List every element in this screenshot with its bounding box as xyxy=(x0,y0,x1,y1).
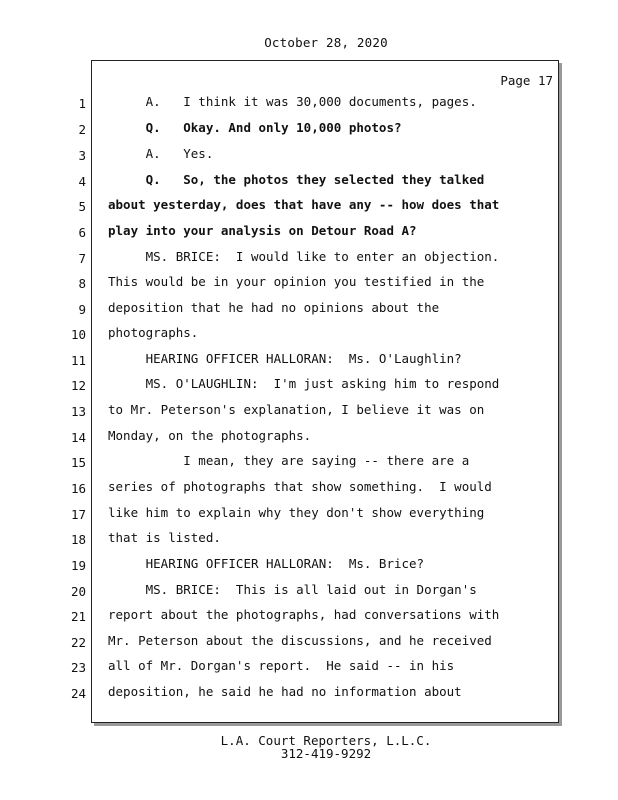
line-number: 24 xyxy=(70,686,86,701)
transcript-line: deposition that he had no opinions about the xyxy=(108,300,440,315)
transcript-line: I mean, they are saying -- there are a xyxy=(108,453,470,468)
line-number: 19 xyxy=(70,558,86,573)
line-number: 21 xyxy=(70,609,86,624)
line-number: 18 xyxy=(70,532,86,547)
line-number: 2 xyxy=(78,122,86,137)
transcript-line: Q. Okay. And only 10,000 photos? xyxy=(108,120,402,135)
line-number: 22 xyxy=(70,635,86,650)
line-number: 10 xyxy=(70,327,86,342)
transcript-line: series of photographs that show something. I would xyxy=(108,479,492,494)
transcript-line: HEARING OFFICER HALLORAN: Ms. Brice? xyxy=(108,556,425,571)
transcript-line: report about the photographs, had conversations with xyxy=(108,607,500,622)
transcript-line: that is listed. xyxy=(108,530,221,545)
transcript-line: to Mr. Peterson's explanation, I believe it was on xyxy=(108,402,485,417)
transcript-line: about yesterday, does that have any -- how does that xyxy=(108,197,500,212)
transcript-line: A. Yes. xyxy=(108,146,214,161)
transcript-line: MS. O'LAUGHLIN: I'm just asking him to respond xyxy=(108,376,500,391)
line-number: 15 xyxy=(70,455,86,470)
transcript-line: Q. So, the photos they selected they talked xyxy=(108,172,485,187)
line-number: 11 xyxy=(70,353,86,368)
line-number: 12 xyxy=(70,378,86,393)
transcript-line: Mr. Peterson about the discussions, and he received xyxy=(108,633,492,648)
header-date: October 28, 2020 xyxy=(264,35,388,50)
line-number: 8 xyxy=(78,276,86,291)
line-number: 20 xyxy=(70,584,86,599)
transcript-line: photographs. xyxy=(108,325,199,340)
line-number: 23 xyxy=(70,660,86,675)
transcript-line: all of Mr. Dorgan's report. He said -- in his xyxy=(108,658,455,673)
line-number: 16 xyxy=(70,481,86,496)
page-number: Page 17 xyxy=(500,73,553,88)
transcript-line: Monday, on the photographs. xyxy=(108,428,312,443)
transcript-line: MS. BRICE: I would like to enter an objection. xyxy=(108,249,500,264)
transcript-line: MS. BRICE: This is all laid out in Dorgan's xyxy=(108,582,477,597)
footer-company: L.A. Court Reporters, L.L.C. xyxy=(220,733,432,748)
line-number: 4 xyxy=(78,174,86,189)
line-number: 13 xyxy=(70,404,86,419)
footer-phone: 312-419-9292 xyxy=(280,746,372,761)
transcript-line: like him to explain why they don't show everything xyxy=(108,505,485,520)
line-number: 9 xyxy=(78,302,86,317)
transcript-line: deposition, he said he had no information about xyxy=(108,684,462,699)
transcript-line: This would be in your opinion you testified in the xyxy=(108,274,485,289)
transcript-line: HEARING OFFICER HALLORAN: Ms. O'Laughlin? xyxy=(108,351,462,366)
line-number: 3 xyxy=(78,148,86,163)
line-number: 1 xyxy=(78,96,86,111)
line-number: 5 xyxy=(78,199,86,214)
line-number: 17 xyxy=(70,507,86,522)
transcript-line: play into your analysis on Detour Road A? xyxy=(108,223,417,238)
line-number: 14 xyxy=(70,430,86,445)
line-number: 6 xyxy=(78,225,86,240)
line-number: 7 xyxy=(78,251,86,266)
transcript-line: A. I think it was 30,000 documents, pages. xyxy=(108,94,477,109)
